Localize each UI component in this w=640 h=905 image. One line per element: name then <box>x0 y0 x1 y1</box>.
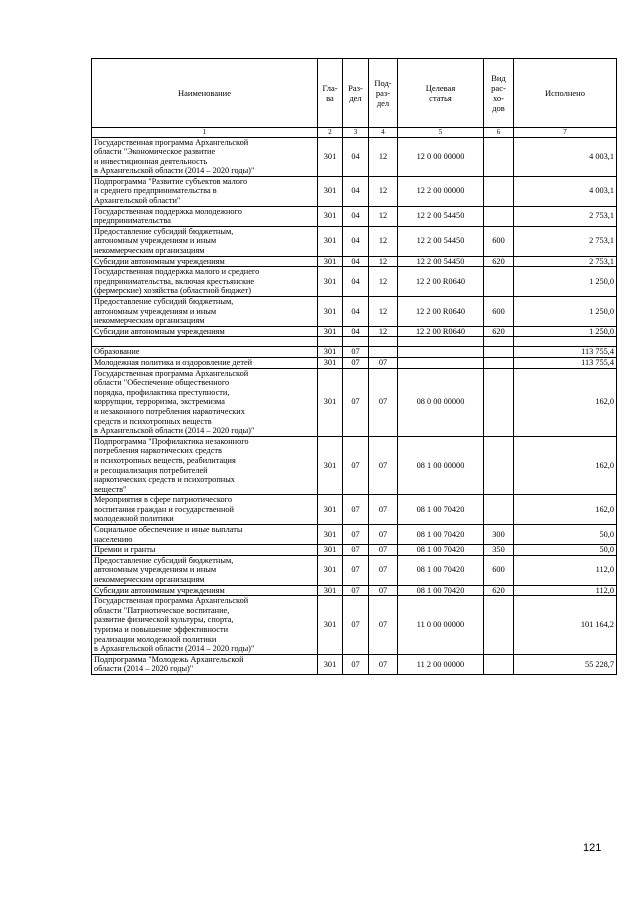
cell-glava: 301 <box>318 226 343 256</box>
cell-target: 12 2 00 R0640 <box>398 267 484 297</box>
cell-executed: 101 164,2 <box>514 596 617 655</box>
cell-target <box>398 357 484 368</box>
column-index: 5 <box>398 128 484 138</box>
table-row <box>92 585 617 596</box>
table-row <box>92 256 617 267</box>
cell-vid <box>484 436 514 495</box>
cell-razdel: 04 <box>343 137 369 176</box>
table-row <box>92 525 617 545</box>
column-index-row <box>92 128 617 138</box>
cell-target: 12 0 00 00000 <box>398 137 484 176</box>
table-row <box>92 654 617 674</box>
cell-target: 08 1 00 70420 <box>398 545 484 556</box>
cell-executed: 112,0 <box>514 555 617 585</box>
cell-target: 12 2 00 R0640 <box>398 297 484 327</box>
column-index: 3 <box>343 128 369 138</box>
cell-razdel: 04 <box>343 267 369 297</box>
cell-razdel: 07 <box>343 357 369 368</box>
cell-target: 08 1 00 00000 <box>398 436 484 495</box>
cell-target: 12 2 00 54450 <box>398 256 484 267</box>
table-row <box>92 297 617 327</box>
cell-name: Государственная поддержка молодежного предпринимательства <box>92 206 318 226</box>
cell-glava <box>318 337 343 347</box>
cell-target: 11 2 00 00000 <box>398 654 484 674</box>
cell-vid <box>484 654 514 674</box>
cell-executed: 162,0 <box>514 495 617 525</box>
cell-target <box>398 337 484 347</box>
table-row <box>92 545 617 556</box>
cell-glava: 301 <box>318 555 343 585</box>
cell-podrazdel: 12 <box>369 326 398 337</box>
table-row <box>92 357 617 368</box>
cell-glava: 301 <box>318 256 343 267</box>
cell-executed: 4 003,1 <box>514 176 617 206</box>
table-row <box>92 137 617 176</box>
cell-glava: 301 <box>318 206 343 226</box>
cell-executed <box>514 337 617 347</box>
header-row <box>92 59 617 128</box>
cell-name: Премии и гранты <box>92 545 318 556</box>
cell-podrazdel: 07 <box>369 654 398 674</box>
cell-name: Социальное обеспечение и иные выплаты населению <box>92 525 318 545</box>
cell-executed: 1 250,0 <box>514 267 617 297</box>
cell-podrazdel: 12 <box>369 176 398 206</box>
cell-podrazdel: 07 <box>369 585 398 596</box>
cell-name: Молодежная политика и оздоровление детей <box>92 357 318 368</box>
cell-executed: 2 753,1 <box>514 206 617 226</box>
cell-razdel: 07 <box>343 368 369 436</box>
cell-razdel: 07 <box>343 347 369 358</box>
cell-name: Подпрограмма "Профилактика незаконного потребления наркотических средств и психотропных веществ, реабилитация и ресоциализация потребителей наркотических средств и психотропных веществ" <box>92 436 318 495</box>
header-vid: Вид рас- хо- дов <box>484 59 514 128</box>
cell-razdel: 07 <box>343 596 369 655</box>
cell-name: Предоставление субсидий бюджетным, автономным учреждениям и иным некоммерческим организациям <box>92 226 318 256</box>
cell-razdel: 07 <box>343 654 369 674</box>
cell-executed: 4 003,1 <box>514 137 617 176</box>
page-number: 121 <box>583 842 602 854</box>
table-row <box>92 596 617 655</box>
cell-executed: 1 250,0 <box>514 326 617 337</box>
table-body <box>92 137 617 674</box>
table-row <box>92 337 617 347</box>
cell-razdel: 04 <box>343 256 369 267</box>
cell-executed: 162,0 <box>514 436 617 495</box>
cell-podrazdel: 12 <box>369 297 398 327</box>
cell-vid: 620 <box>484 585 514 596</box>
cell-razdel: 07 <box>343 525 369 545</box>
table-row <box>92 226 617 256</box>
cell-glava: 301 <box>318 357 343 368</box>
cell-razdel: 07 <box>343 555 369 585</box>
cell-vid: 620 <box>484 326 514 337</box>
cell-glava: 301 <box>318 436 343 495</box>
cell-glava: 301 <box>318 137 343 176</box>
cell-vid: 600 <box>484 226 514 256</box>
table-row <box>92 555 617 585</box>
table-row <box>92 495 617 525</box>
cell-vid <box>484 495 514 525</box>
cell-name: Образование <box>92 347 318 358</box>
cell-podrazdel: 07 <box>369 555 398 585</box>
cell-executed: 50,0 <box>514 525 617 545</box>
cell-razdel: 04 <box>343 326 369 337</box>
cell-target: 08 1 00 70420 <box>398 555 484 585</box>
cell-name: Субсидии автономным учреждениям <box>92 326 318 337</box>
budget-table <box>91 58 617 675</box>
cell-podrazdel: 12 <box>369 256 398 267</box>
column-index: 4 <box>369 128 398 138</box>
header-razdel: Раз- дел <box>343 59 369 128</box>
cell-executed: 55 228,7 <box>514 654 617 674</box>
cell-podrazdel: 12 <box>369 226 398 256</box>
cell-vid <box>484 347 514 358</box>
cell-glava: 301 <box>318 176 343 206</box>
cell-podrazdel: 07 <box>369 525 398 545</box>
table-row <box>92 206 617 226</box>
cell-glava: 301 <box>318 326 343 337</box>
cell-name: Государственная программа Архангельской области "Обеспечение общественного порядка, профилактика преступности, коррупции, терроризма, экстремизма и незаконного потребления наркотических средств и психотропных веществ в Архангельской области (2014 – 2020 годы)" <box>92 368 318 436</box>
cell-glava: 301 <box>318 654 343 674</box>
cell-vid <box>484 267 514 297</box>
cell-executed: 162,0 <box>514 368 617 436</box>
cell-name: Предоставление субсидий бюджетным, автономным учреждениям и иным некоммерческим организациям <box>92 297 318 327</box>
cell-executed: 113 755,4 <box>514 357 617 368</box>
cell-vid <box>484 357 514 368</box>
cell-vid <box>484 337 514 347</box>
cell-razdel: 04 <box>343 297 369 327</box>
cell-executed: 50,0 <box>514 545 617 556</box>
cell-podrazdel: 07 <box>369 436 398 495</box>
table-row <box>92 267 617 297</box>
cell-executed: 2 753,1 <box>514 226 617 256</box>
cell-podrazdel <box>369 337 398 347</box>
cell-name: Предоставление субсидий бюджетным, автономным учреждениям и иным некоммерческим организациям <box>92 555 318 585</box>
table-row <box>92 436 617 495</box>
cell-razdel: 07 <box>343 436 369 495</box>
header-name: Наименование <box>92 59 318 128</box>
cell-vid <box>484 137 514 176</box>
cell-target: 12 2 00 00000 <box>398 176 484 206</box>
table-row <box>92 347 617 358</box>
cell-name <box>92 337 318 347</box>
cell-podrazdel: 12 <box>369 137 398 176</box>
cell-target: 08 1 00 70420 <box>398 495 484 525</box>
cell-target: 08 1 00 70420 <box>398 585 484 596</box>
cell-name: Государственная поддержка малого и среднего предпринимательства, включая крестьянские (фермерские) хозяйства (областной бюджет) <box>92 267 318 297</box>
cell-executed: 112,0 <box>514 585 617 596</box>
cell-target: 08 0 00 00000 <box>398 368 484 436</box>
cell-name: Подпрограмма "Молодежь Архангельской области (2014 – 2020 годы)" <box>92 654 318 674</box>
cell-podrazdel <box>369 347 398 358</box>
cell-vid: 350 <box>484 545 514 556</box>
cell-podrazdel: 12 <box>369 206 398 226</box>
column-index: 6 <box>484 128 514 138</box>
cell-razdel: 07 <box>343 585 369 596</box>
cell-vid: 600 <box>484 555 514 585</box>
cell-podrazdel: 07 <box>369 596 398 655</box>
cell-podrazdel: 12 <box>369 267 398 297</box>
cell-vid <box>484 596 514 655</box>
cell-target: 12 2 00 R0640 <box>398 326 484 337</box>
cell-glava: 301 <box>318 495 343 525</box>
cell-vid <box>484 368 514 436</box>
cell-vid <box>484 176 514 206</box>
cell-vid: 620 <box>484 256 514 267</box>
cell-executed: 2 753,1 <box>514 256 617 267</box>
table-row <box>92 368 617 436</box>
cell-glava: 301 <box>318 267 343 297</box>
cell-glava: 301 <box>318 596 343 655</box>
cell-razdel: 07 <box>343 495 369 525</box>
table-row <box>92 176 617 206</box>
cell-name: Субсидии автономным учреждениям <box>92 585 318 596</box>
cell-vid: 600 <box>484 297 514 327</box>
cell-vid: 300 <box>484 525 514 545</box>
cell-podrazdel: 07 <box>369 495 398 525</box>
column-index: 2 <box>318 128 343 138</box>
cell-glava: 301 <box>318 585 343 596</box>
cell-glava: 301 <box>318 347 343 358</box>
cell-name: Государственная программа Архангельской области "Экономическое развитие и инвестиционная деятельность в Архангельской области (2014 – 2020 годы)" <box>92 137 318 176</box>
column-index: 1 <box>92 128 318 138</box>
cell-name: Субсидии автономным учреждениям <box>92 256 318 267</box>
cell-razdel <box>343 337 369 347</box>
table-row <box>92 326 617 337</box>
cell-target: 12 2 00 54450 <box>398 206 484 226</box>
cell-podrazdel: 07 <box>369 357 398 368</box>
cell-name: Мероприятия в сфере патриотического воспитания граждан и государственной молодежной политики <box>92 495 318 525</box>
cell-name: Государственная программа Архангельской области "Патриотическое воспитание, развитие физической культуры, спорта, туризма и повышение эффективности реализации молодежной политики в Архангельской области (2014 – 2020 годы)" <box>92 596 318 655</box>
cell-name: Подпрограмма "Развитие субъектов малого и среднего предпринимательства в Архангельской области" <box>92 176 318 206</box>
cell-target <box>398 347 484 358</box>
column-index: 7 <box>514 128 617 138</box>
cell-glava: 301 <box>318 297 343 327</box>
cell-glava: 301 <box>318 368 343 436</box>
cell-target: 08 1 00 70420 <box>398 525 484 545</box>
cell-vid <box>484 206 514 226</box>
cell-podrazdel: 07 <box>369 545 398 556</box>
cell-glava: 301 <box>318 545 343 556</box>
header-podrazdel: Под- раз- дел <box>369 59 398 128</box>
header-glava: Гла- ва <box>318 59 343 128</box>
cell-executed: 1 250,0 <box>514 297 617 327</box>
budget-table-page <box>91 58 616 675</box>
cell-executed: 113 755,4 <box>514 347 617 358</box>
cell-razdel: 04 <box>343 176 369 206</box>
header-target: Целевая статья <box>398 59 484 128</box>
cell-razdel: 07 <box>343 545 369 556</box>
cell-razdel: 04 <box>343 226 369 256</box>
header-executed: Исполнено <box>514 59 617 128</box>
cell-glava: 301 <box>318 525 343 545</box>
cell-target: 12 2 00 54450 <box>398 226 484 256</box>
cell-podrazdel: 07 <box>369 368 398 436</box>
cell-razdel: 04 <box>343 206 369 226</box>
cell-target: 11 0 00 00000 <box>398 596 484 655</box>
